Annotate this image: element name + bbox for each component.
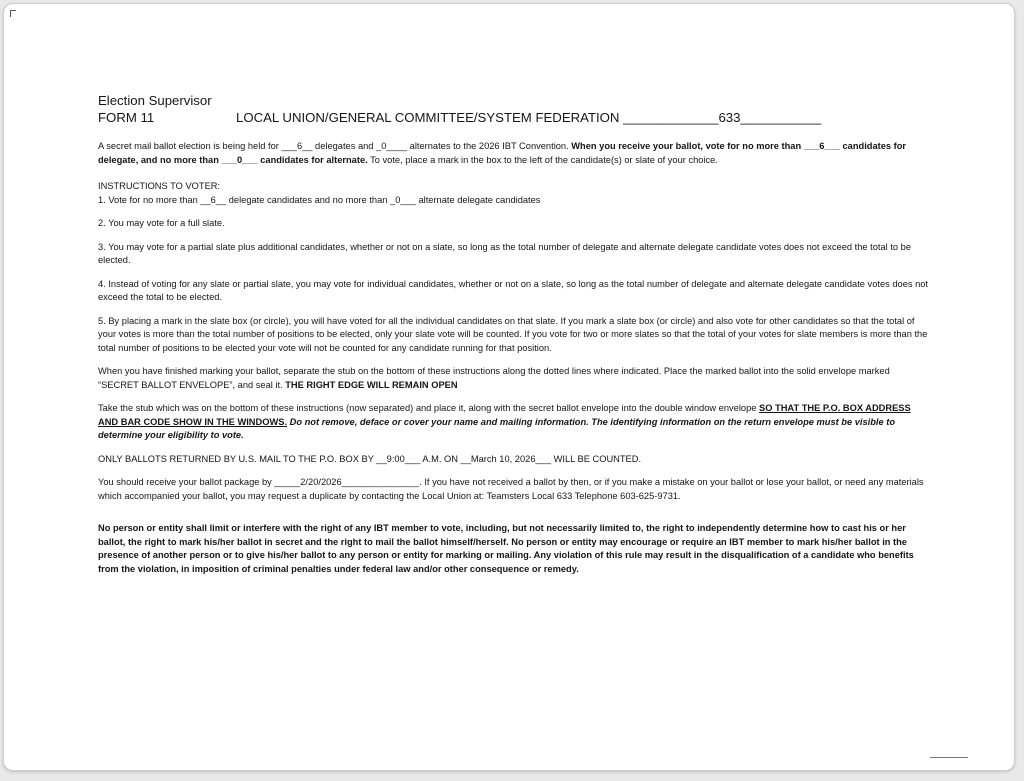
form-header-line [98, 109, 928, 127]
identifying-info-notice: Do not remove, deface or cover your name and mailing information. The identifying information on the return envelope must be visible to determine your eligibility to vote. [98, 416, 896, 440]
instruction-1: 1. Vote for no more than __6__ delegate candidates and no more than _0___ alternate delegate candidates [98, 194, 541, 205]
form-body [98, 92, 928, 576]
instruction-5: 5. By placing a mark in the slate box (or circle), you will have voted for all the individual candidates on that slate. If you mark a slate box (or circle) and also vote for other candidates so that the total of your votes is more than the total number of positions to be elected, only your slate vote will be counted. If you vote for two or more slates so that the total of your votes for slate members is more than the total number of positions to be elected your vote will not be counted for any candidate running for that position. [98, 315, 928, 353]
finished-text: When you have finished marking your ballot, separate the stub on the bottom of these instructions along the dotted lines where indicated. Place the marked ballot into the solid envelope marked “SECRET BALLOT ENVELOPE”, and seal it. [98, 366, 890, 390]
right-edge-notice: THE RIGHT EDGE WILL REMAIN OPEN [285, 379, 458, 390]
instruction-4: 4. Instead of voting for any slate or partial slate, you may vote for individual candidates, whether or not on a slate, so long as the total number of delegate and alternate delegate candidate votes does not exceed the total to be elected. [98, 278, 929, 302]
instruction-2: 2. You may vote for a full slate. [98, 218, 225, 228]
intro-text: A secret mail ballot election is being held for ___6__ delegates and _0____ alternates to the 2026 IBT Convention. [98, 141, 572, 151]
bottom-rule [930, 757, 968, 758]
corner-mark [10, 10, 16, 17]
instruction-3: 3. You may vote for a partial slate plus additional candidates, whether or not on a slate, so long as the total number of delegate and alternate delegate candidate votes does not exceed the total to be elected. [98, 241, 911, 265]
document-page [3, 3, 1015, 771]
union-line: LOCAL UNION/GENERAL COMMITTEE/SYSTEM FEDERATION _____________633___________ [236, 110, 822, 125]
intro-bold: When you receive your ballot, vote for no more than ___6___ candidates for delegate, and no more than ___0___ candidates for alternate. [98, 141, 907, 165]
finished-paragraph [98, 365, 928, 392]
deadline-line: ONLY BALLOTS RETURNED BY U.S. MAIL TO THE P.O. BOX BY __9:00___ A.M. ON __March 10, 2026___ WILL BE COUNTED. [98, 453, 642, 464]
supervisor-title: Election Supervisor [98, 93, 212, 108]
stub-paragraph [98, 402, 928, 443]
stub-text: Take the stub which was on the bottom of these instructions (now separated) and place it, along with the secret ballot envelope into the double window envelope [98, 403, 760, 413]
receive-paragraph: You should receive your ballot package by _____2/20/2026_______________. If you have not received a ballot by then, or if you make a mistake on your ballot or lose your ballot, or need any materials which accompanied your ballot, you may request a duplicate by contacting the Local Union at: Teamsters Local 633 Telephone 603-625-9731. [98, 477, 924, 501]
form-number: FORM 11 [98, 110, 155, 125]
voting-rights-notice: No person or entity shall limit or interfere with the right of any IBT member to vote, including, but not necessarily limited to, the right to independently determine how to cast his or her ballot, the right to mark his/her ballot in secret and the right to mail the ballot himself/herself. No person or entity may encourage or require an IBT member to mark his/her ballot in the presence of another person or to give his/her ballot to any person or entity for marking or mailing. Any violation of this rule may result in the disqualification of a candidate who benefits from the violation, in imposition of criminal penalties under federal law and/or other consequence or remedy. [98, 523, 914, 574]
intro-text-2: To vote, place a mark in the box to the left of the candidate(s) or slate of your choice. [367, 154, 718, 165]
intro-paragraph [98, 140, 928, 167]
window-notice: SO THAT THE P.O. BOX ADDRESS AND BAR CODE SHOW IN THE WINDOWS. [98, 403, 911, 427]
instructions-heading: INSTRUCTIONS TO VOTER: [98, 181, 221, 191]
